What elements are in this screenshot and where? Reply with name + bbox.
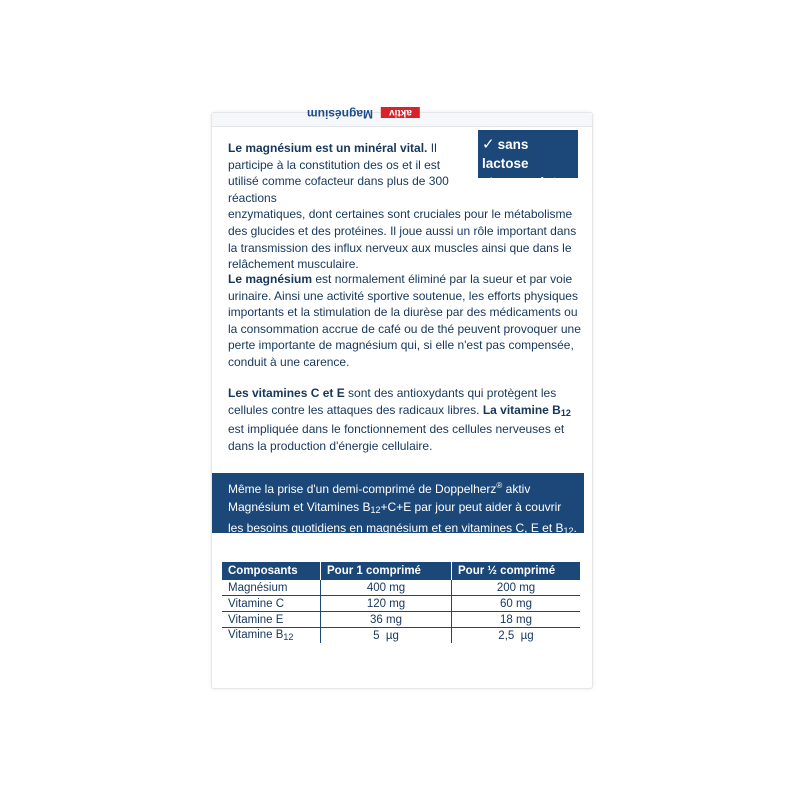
row-name: Vitamine E xyxy=(222,612,321,628)
table-row xyxy=(222,596,580,612)
badge-line-lactose: ✓ sans lactose xyxy=(482,136,529,171)
paragraph-magnesium-vital: Le magnésium est un minéral vital. Il participe à la constitution des os et il est utilisé comme cofacteur dans plus de 300 réactions enzymatiques, dont certaines sont cruciales pour le métabolisme des glucides et des protéines. Il joue aussi un rôle important dans la transmission des influx nerveux aux muscles ainsi que dans le relâchement musculaire. xyxy=(228,141,577,272)
header-composants: Composants xyxy=(222,562,321,580)
paragraph1-lead: Le magnésium est un minéral vital. xyxy=(228,141,428,155)
table-row xyxy=(222,628,580,644)
table-header-row xyxy=(222,562,580,580)
mirrored-brand-text xyxy=(307,107,420,121)
product-box-back xyxy=(211,107,593,689)
claim-line-1: Même la prise d'un demi-comprimé de Doppelherz® aktiv xyxy=(228,481,531,496)
paragraph3-lead: Les vitamines C et E xyxy=(228,386,345,400)
paragraph3-lead2: La vitamine $B_{12}$ xyxy=(482,402,571,418)
claim-banner xyxy=(212,473,584,536)
box-top-strip xyxy=(212,107,592,127)
paragraph-vitamins: Les vitamines C et E sont des antioxydants qui protègent les cellules contre les attaques des radicaux libres. La vitamine $B_{12}$ est impliquée dans le fonctionnement des cellules nerveuses et dans la production d'énergie cellulaire. xyxy=(228,386,571,453)
paragraph2-lead: Le magnésium xyxy=(228,272,313,286)
claim-line-2: Magnésium et Vitamines $B_{12}+C+E$ par jour peut aider à couvrir xyxy=(228,500,562,515)
badge-line-gluten: ✓ sans gluten xyxy=(482,174,573,191)
row-per-half-tablet: 18 mg xyxy=(452,612,581,628)
row-name: Vitamine C xyxy=(222,596,321,612)
row-per-tablet: 120 mg xyxy=(321,596,452,612)
row-per-tablet: 400 mg xyxy=(321,580,452,596)
claim-line-3: les besoins quotidiens en magnésium et en vitamines C, E et $B_{12}$. xyxy=(228,521,577,536)
paragraph-magnesium-loss: Le magnésium est normalement éliminé par la sueur et par voie urinaire. Ainsi une activité sportive soutenue, les efforts physiques importants et la stimulation de la diurèse par des médicaments ou la consommation accrue de café ou de thé peuvent provoquer une perte importante de magnésium qui, si elle n'est pas compensée, conduit à une carence. xyxy=(228,272,581,369)
mirrored-brand: Magnésium xyxy=(307,107,374,121)
row-per-tablet: 5 µg xyxy=(321,628,452,644)
check-icon: ✓ xyxy=(482,136,495,153)
row-per-half-tablet: 200 mg xyxy=(452,580,581,596)
table-row xyxy=(222,612,580,628)
row-name: Magnésium xyxy=(222,580,321,596)
table-row xyxy=(222,580,580,596)
row-per-half-tablet: 60 mg xyxy=(452,596,581,612)
row-name: Vitamine $B_{12}$ xyxy=(228,629,294,642)
check-icon: ✓ xyxy=(482,174,495,191)
row-per-half-tablet: 2,5 µg xyxy=(452,628,581,644)
header-per-half-tablet: Pour ½ comprimé xyxy=(452,562,581,580)
row-per-tablet: 36 mg xyxy=(321,612,452,628)
composition-table xyxy=(222,562,580,643)
mirrored-tag: aktiv xyxy=(381,107,420,118)
header-per-tablet: Pour 1 comprimé xyxy=(321,562,452,580)
